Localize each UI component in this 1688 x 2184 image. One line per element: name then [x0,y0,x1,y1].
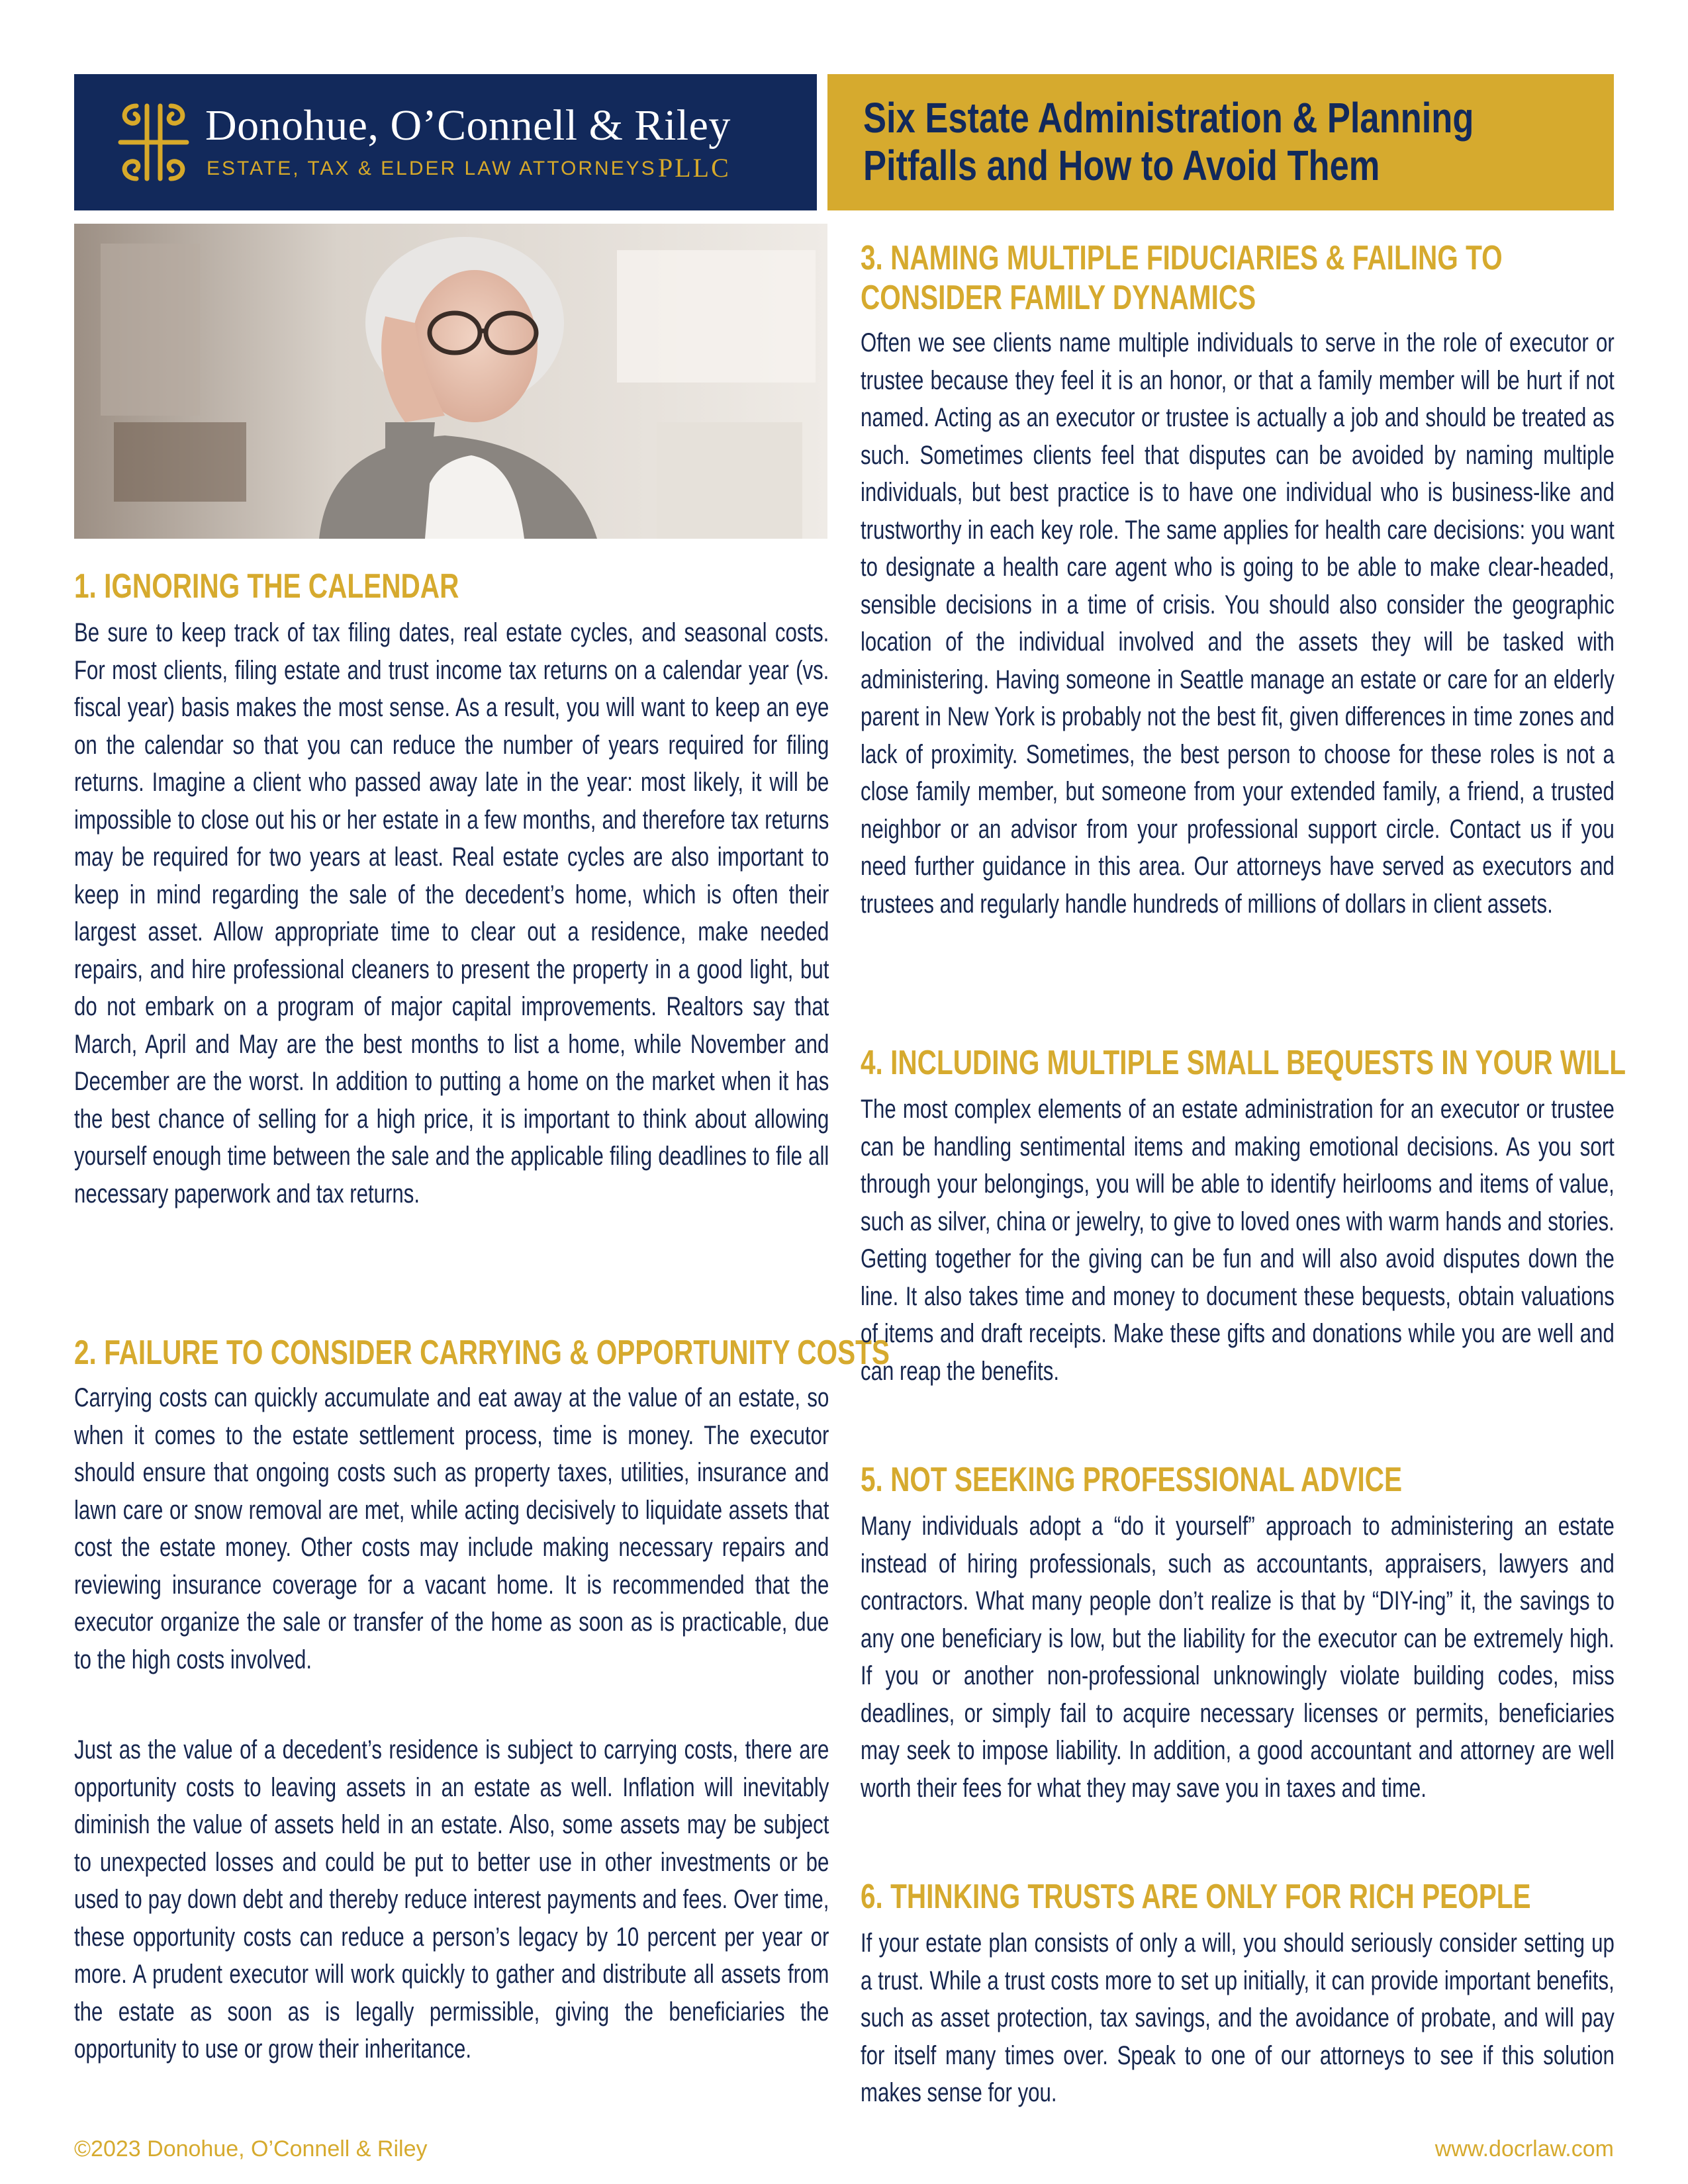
firm-tagline: ESTATE, TAX & ELDER LAW ATTORNEYS [207,158,657,179]
title-banner [827,74,1614,210]
woman-photo-icon [74,224,827,539]
section-paragraph-1: Be sure to keep track of tax filing dates, real estate cycles, and seasonal costs. For most clients, filing estate and trust income tax returns on a calendar year (vs. fiscal year) basis makes the most sense. As a result, you will want to keep an eye on the calendar so that you can reduce the number of years required for filing returns. Imagine a client who passed away late in the year: most likely, it will be impossible to close out his or her estate in a few months, and therefore tax returns may be required for two years at least. Real estate cycles are also important to keep in mind regarding the sale of the decedent’s home, which is often their largest asset. Allow appropriate time to clear out a residence, make needed repairs, and hire professional cleaners to present the property in a good light, but do not embark on a program of major capital improvements. Realtors say that March, April and May are the best months to list a home, while November and December are the worst. In addition to putting a home on the market when it has the best chance of selling for a high price, it is important to think about allowing yourself enough time between the sale and the applicable filing deadlines to file all necessary paperwork and tax returns. [74,618,829,1208]
firm-logo-icon [117,101,191,184]
firm-suffix: PLLC [658,153,731,183]
section-paragraph-2a: Carrying costs can quickly accumulate and eat away at the value of an estate, so when it comes to the estate settlement process, time is money. The executor should ensure that ongoing costs such as property taxes, utilities, insurance and lawn care or snow removal are met, while acting decisively to liquidate assets that cost the estate money. Other costs may include making necessary repairs and reviewing insurance coverage for a vacant home. It is recommended that the executor organize the sale or transfer of the home as soon as is practicable, due to the high costs involved. [74,1383,829,1674]
section-heading-3: 3. NAMING MULTIPLE FIDUCIARIES & FAILING TO CONSIDER FAMILY DYNAMICS [861,239,1503,317]
section-paragraph-5: Many individuals adopt a “do it yourself” approach to administering an estate instead of hiring professionals, such as accountants, appraisers, lawyers and contractors. What many people don’t realize is that by “DIY-ing” it, the savings to any one beneficiary is low, but the liability for the executor can be extremely high. If you or another non-professional unknowingly violate building codes, miss deadlines, or simply fail to acquire necessary licenses or permits, beneficiaries may seek to impose liability. In addition, a good accountant and attorney are well worth their fees for what they may save you in taxes and time. [861,1512,1615,1803]
firm-name: Donohue, O’Connell & Riley [205,101,731,150]
section-paragraph-3: Often we see clients name multiple individuals to serve in the role of executor or trustee because they feel it is an honor, or that a family member will be hurt if not named. Acting as an executor or trustee is actually a job and should be treated as such. Sometimes clients feel that disputes can be avoided by naming multiple individuals, but best practice is to have one individual who is business-like and trustworthy in each key role. The same applies for health care decisions: you want to designate a health care agent who is going to be able to make clear-headed, sensible decisions in a time of crisis. You should also consider the geographic location of the individual involved and the assets they will be tasked with administering. Having someone in Seattle manage an estate or care for an elderly parent in New York is probably not the best fit, given differences in time zones and lack of proximity. Sometimes, the best person to choose for these roles is not a close family member, but someone from your extended family, a friend, a trusted neighbor or an advisor from your professional support circle. Contact us if you need further guidance in this area. Our attorneys have served as executors and trustees and regularly handle hundreds of millions of dollars in client assets. [861,328,1615,919]
page-title: Six Estate Administration & Planning Pitfalls and How to Avoid Them [863,94,1474,189]
hero-photo [74,224,827,539]
section-paragraph-2b: Just as the value of a decedent’s residence is subject to carrying costs, there are opportunity costs to leaving assets in an estate as well. Inflation will inevitably diminish the value of assets held in an estate. Also, some assets may be subject to unexpected losses and could be put to better use in other investments or be used to pay down debt and thereby reduce interest payments and fees. Over time, these opportunity costs can reduce a person’s legacy by 10 percent per year or more. A prudent executor will work quickly to gather and distribute all assets from the estate as soon as is legally permissible, giving the beneficiaries the opportunity to use or grow their inheritance. [74,1735,829,2064]
section-paragraph-6: If your estate plan consists of only a will, you should seriously consider setting up a trust. While a trust costs more to set up initially, it can provide important benefits, such as asset protection, tax savings, and the avoidance of probate, and will pay for itself many times over. Speak to one of our attorneys to see if this solution makes sense for you. [861,1929,1615,2107]
section-heading-4: 4. INCLUDING MULTIPLE SMALL BEQUESTS IN YOUR WILL [861,1044,1626,1082]
header-banner [74,74,817,210]
section-heading-1: 1. IGNORING THE CALENDAR [74,567,459,606]
section-heading-5: 5. NOT SEEKING PROFESSIONAL ADVICE [861,1461,1403,1499]
footer-website-link[interactable]: www.docrlaw.com [1434,2136,1614,2161]
section-paragraph-4: The most complex elements of an estate administration for an executor or trustee can be handling sentimental items and making emotional decisions. As you sort through your belongings, you will be able to identify heirlooms and items of value, such as silver, china or jewelry, to give to loved ones with warm hands and stories. Getting together for the giving can be fun and will also avoid disputes down the line. It also takes time and money to document these bequests, obtain valuations of items and draft receipts. Make these gifts and donations while you are well and can reap the benefits. [861,1095,1615,1386]
section-heading-6: 6. THINKING TRUSTS ARE ONLY FOR RICH PEOPLE [861,1878,1531,1916]
footer-copyright: ©2023 Donohue, O’Connell & Riley [74,2136,428,2161]
section-heading-2: 2. FAILURE TO CONSIDER CARRYING & OPPORTUNITY COSTS [74,1334,890,1372]
